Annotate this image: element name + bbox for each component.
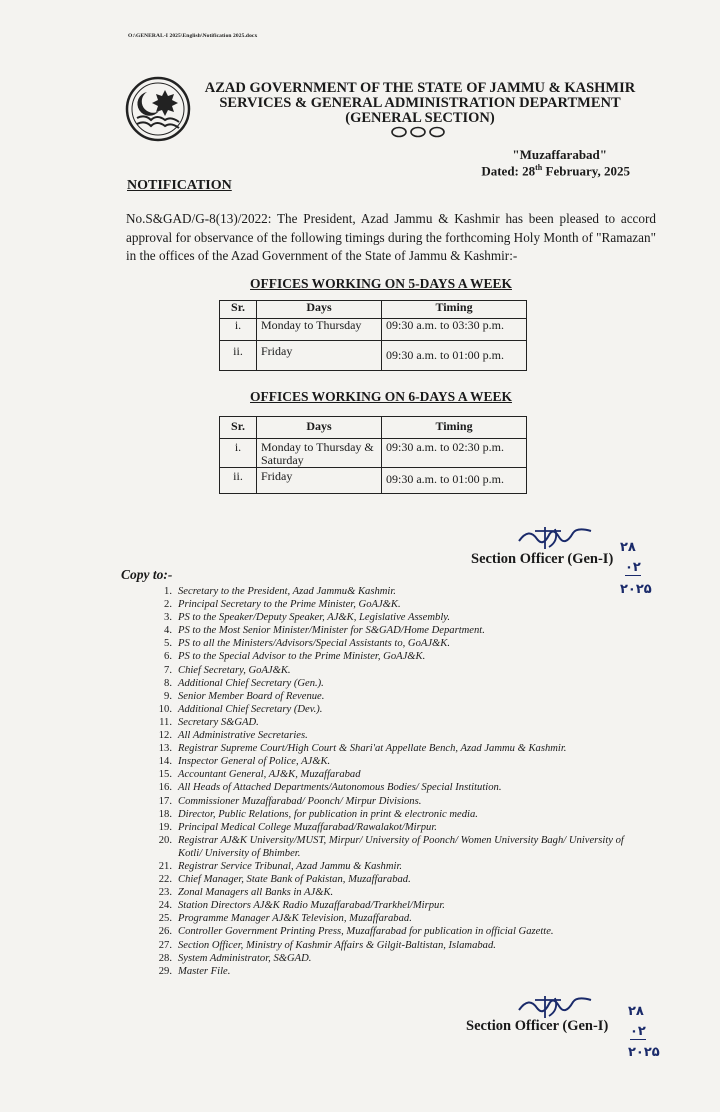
- list-item: [158, 808, 648, 821]
- list-item-text: All Administrative Secretaries.: [178, 730, 308, 742]
- list-item-number: 12.: [158, 730, 172, 742]
- list-item: [159, 716, 648, 729]
- list-item-text: Master File.: [178, 965, 231, 977]
- table-header-row: [220, 417, 527, 439]
- list-item-number: 6.: [164, 651, 172, 663]
- list-item-text: Director, Public Relations, for publication in print & electronic media.: [178, 808, 478, 820]
- list-item: [158, 952, 648, 965]
- cell-days: Friday: [257, 468, 382, 494]
- signatory-title: Section Officer (Gen-I): [471, 551, 614, 567]
- list-item: [158, 834, 648, 860]
- cell-timing: 09:30 a.m. to 02:30 p.m.: [382, 439, 527, 468]
- list-item-text: Controller Government Printing Press, Muzaffarabad for publication in official Gazette.: [178, 926, 554, 938]
- header-line-2: SERVICES & GENERAL ADMINISTRATION DEPARTMENT: [219, 95, 621, 111]
- header-timing: Timing: [382, 301, 527, 319]
- list-item-text: Principal Secretary to the Prime Minister, GoAJ&K.: [178, 599, 401, 611]
- table-row: [220, 319, 527, 341]
- signature-date-day: ۲۸: [628, 1004, 644, 1019]
- list-item-text: Additional Chief Secretary (Dev.).: [178, 703, 323, 715]
- list-item-number: 19.: [158, 821, 172, 833]
- signature-date-month: ۰۲: [625, 560, 641, 575]
- list-item-number: 16.: [158, 782, 172, 794]
- list-item-number: 3.: [164, 612, 172, 624]
- list-item: [164, 677, 648, 690]
- list-item-text: Secretary to the President, Azad Jammu& Kashmir.: [178, 586, 396, 597]
- cell-sr: ii.: [220, 468, 257, 494]
- list-item-text: Section Officer, Ministry of Kashmir Affairs & Gilgit-Baltistan, Islamabad.: [178, 939, 496, 951]
- ornament-divider-icon: [390, 125, 446, 139]
- list-item-text: Secretary S&GAD.: [178, 716, 259, 728]
- body-text: The President, Azad Jammu & Kashmir has been pleased to accord approval for observance of the following timings during the forthcoming Holy Month of "Ramazan" in the offices of the Azad Government of the State of Jammu & Kashmir:-: [126, 211, 656, 263]
- header-line-3: (GENERAL SECTION): [345, 110, 495, 126]
- signature-date-year: ۲۰۲۵: [628, 1045, 660, 1060]
- list-item-text: System Administrator, S&GAD.: [178, 952, 312, 964]
- table-header-row: [220, 301, 527, 319]
- list-item-number: 28.: [158, 952, 172, 964]
- list-item-number: 15.: [158, 769, 172, 781]
- header-line-1: AZAD GOVERNMENT OF THE STATE OF JAMMU & KASHMIR: [204, 80, 636, 96]
- list-item: [158, 781, 648, 794]
- header-timing: Timing: [382, 417, 527, 439]
- signature-date-year: ۲۰۲۵: [620, 582, 652, 597]
- list-item-number: 29.: [158, 965, 172, 977]
- date-line: Dated: 28th February, 2025: [481, 163, 630, 179]
- section-title-6-days: OFFICES WORKING ON 6-DAYS A WEEK: [250, 389, 512, 404]
- list-item-number: 22.: [158, 874, 172, 886]
- list-item-text: Station Directors AJ&K Radio Muzaffarabad/Trarkhel/Mirpur.: [178, 900, 445, 912]
- header-sr: Sr.: [220, 301, 257, 319]
- list-item-text: Inspector General of Police, AJ&K.: [178, 756, 331, 768]
- cell-sr: i.: [220, 439, 257, 468]
- list-item-number: 18.: [158, 808, 172, 820]
- list-item-number: 5.: [164, 638, 172, 650]
- list-item-text: Registrar Service Tribunal, Azad Jammu & Kashmir.: [178, 860, 403, 872]
- list-item-number: 17.: [158, 795, 172, 807]
- list-item: [164, 598, 648, 611]
- list-item: [158, 912, 648, 925]
- cell-timing: 09:30 a.m. to 01:00 p.m.: [382, 468, 527, 494]
- list-item-number: 9.: [164, 690, 172, 702]
- list-item: [158, 795, 648, 808]
- signature-icon: [515, 525, 595, 553]
- list-item-number: 21.: [158, 860, 172, 872]
- list-item-text: All Heads of Attached Departments/Autonomous Bodies/ Special Institution.: [178, 782, 502, 794]
- file-path-line: O:\GENERAL-I 2025\English\Notification 2025.docx: [128, 33, 258, 39]
- list-item: [164, 690, 648, 703]
- signature-date-day: ۲۸: [620, 540, 636, 555]
- list-item: [158, 742, 648, 755]
- list-item-number: 11.: [159, 716, 172, 728]
- cell-timing: 09:30 a.m. to 01:00 p.m.: [382, 341, 527, 371]
- list-item-text: PS to the Most Senior Minister/Minister for S&GAD/Home Department.: [178, 625, 485, 637]
- list-item-text: Additional Chief Secretary (Gen.).: [178, 677, 324, 689]
- timing-table-5-days: [219, 300, 527, 371]
- list-item: [158, 886, 648, 899]
- list-item: [164, 664, 648, 677]
- list-item-number: 25.: [158, 913, 172, 925]
- list-item-number: 14.: [158, 756, 172, 768]
- list-item: [158, 939, 648, 952]
- header-days: Days: [257, 301, 382, 319]
- list-item-text: Programme Manager AJ&K Television, Muzaffarabad.: [178, 913, 412, 925]
- cell-sr: i.: [220, 319, 257, 341]
- list-item-text: Accountant General, AJ&K, Muzaffarabad: [178, 769, 361, 781]
- list-item: [164, 611, 648, 624]
- list-item-text: Zonal Managers all Banks in AJ&K.: [178, 887, 334, 899]
- list-item: [158, 899, 648, 912]
- list-item-text: Registrar AJ&K University/MUST, Mirpur/ University of Poonch/ Women University Bagh/ University of Kotli/ University of Bhimber.: [178, 834, 624, 859]
- list-item-number: 23.: [158, 887, 172, 899]
- list-item: [158, 768, 648, 781]
- list-item: [158, 755, 648, 768]
- section-title-5-days: OFFICES WORKING ON 5-DAYS A WEEK: [250, 276, 512, 291]
- table-row: [220, 439, 527, 468]
- place-of-issue: "Muzaffarabad": [512, 147, 607, 162]
- list-item-text: Senior Member Board of Revenue.: [178, 690, 325, 702]
- header-days: Days: [257, 417, 382, 439]
- cell-days: Friday: [257, 341, 382, 371]
- list-item-text: Principal Medical College Muzaffarabad/Rawalakot/Mirpur.: [178, 821, 437, 833]
- list-item-text: Chief Secretary, GoAJ&K.: [178, 664, 291, 676]
- signatory-title: Section Officer (Gen-I): [466, 1018, 609, 1034]
- reference-number: No.S&GAD/G-8(13)/2022:: [126, 211, 272, 226]
- list-item: [158, 860, 648, 873]
- signature-date-month: ۰۲: [630, 1024, 646, 1039]
- list-item-number: 1.: [164, 586, 172, 597]
- list-item-text: Commissioner Muzaffarabad/ Poonch/ Mirpur Divisions.: [178, 795, 422, 807]
- list-item: [158, 821, 648, 834]
- cell-days: Monday to Thursday & Saturday: [257, 439, 382, 468]
- table-row: [220, 468, 527, 494]
- government-emblem-icon: [125, 76, 191, 142]
- list-item-text: PS to the Speaker/Deputy Speaker, AJ&K, Legislative Assembly.: [178, 612, 451, 624]
- list-item-number: 7.: [164, 664, 172, 676]
- list-item-text: Chief Manager, State Bank of Pakistan, Muzaffarabad.: [178, 874, 411, 886]
- list-item: [164, 624, 648, 637]
- list-item-number: 4.: [164, 625, 172, 637]
- timing-table-6-days: [219, 416, 527, 494]
- list-item: [158, 965, 648, 978]
- list-item-text: PS to the Special Advisor to the Prime Minister, GoAJ&K.: [178, 651, 426, 663]
- notification-title: NOTIFICATION: [127, 178, 232, 193]
- list-item-number: 10.: [158, 703, 172, 715]
- list-item: [164, 650, 648, 663]
- copy-to-list: [158, 585, 648, 978]
- notification-body: [126, 210, 656, 266]
- list-item-number: 27.: [158, 939, 172, 951]
- list-item-number: 26.: [158, 926, 172, 938]
- cell-days: Monday to Thursday: [257, 319, 382, 341]
- cell-timing: 09:30 a.m. to 03:30 p.m.: [382, 319, 527, 341]
- table-row: [220, 341, 527, 371]
- header-sr: Sr.: [220, 417, 257, 439]
- copy-to-label: Copy to:-: [121, 567, 173, 582]
- list-item-number: 2.: [164, 599, 172, 611]
- list-item: [158, 925, 648, 938]
- list-item-number: 8.: [164, 677, 172, 689]
- list-item-number: 13.: [158, 743, 172, 755]
- list-item: [158, 703, 648, 716]
- list-item: [164, 585, 648, 598]
- cell-sr: ii.: [220, 341, 257, 371]
- list-item: [164, 637, 648, 650]
- list-item: [158, 729, 648, 742]
- list-item-number: 20.: [158, 834, 172, 846]
- list-item-number: 24.: [158, 900, 172, 912]
- list-item-text: Registrar Supreme Court/High Court & Shari'at Appellate Bench, Azad Jammu & Kashmir.: [178, 743, 567, 755]
- list-item-text: PS to all the Ministers/Advisors/Special Assistants to, GoAJ&K.: [178, 638, 450, 650]
- list-item: [158, 873, 648, 886]
